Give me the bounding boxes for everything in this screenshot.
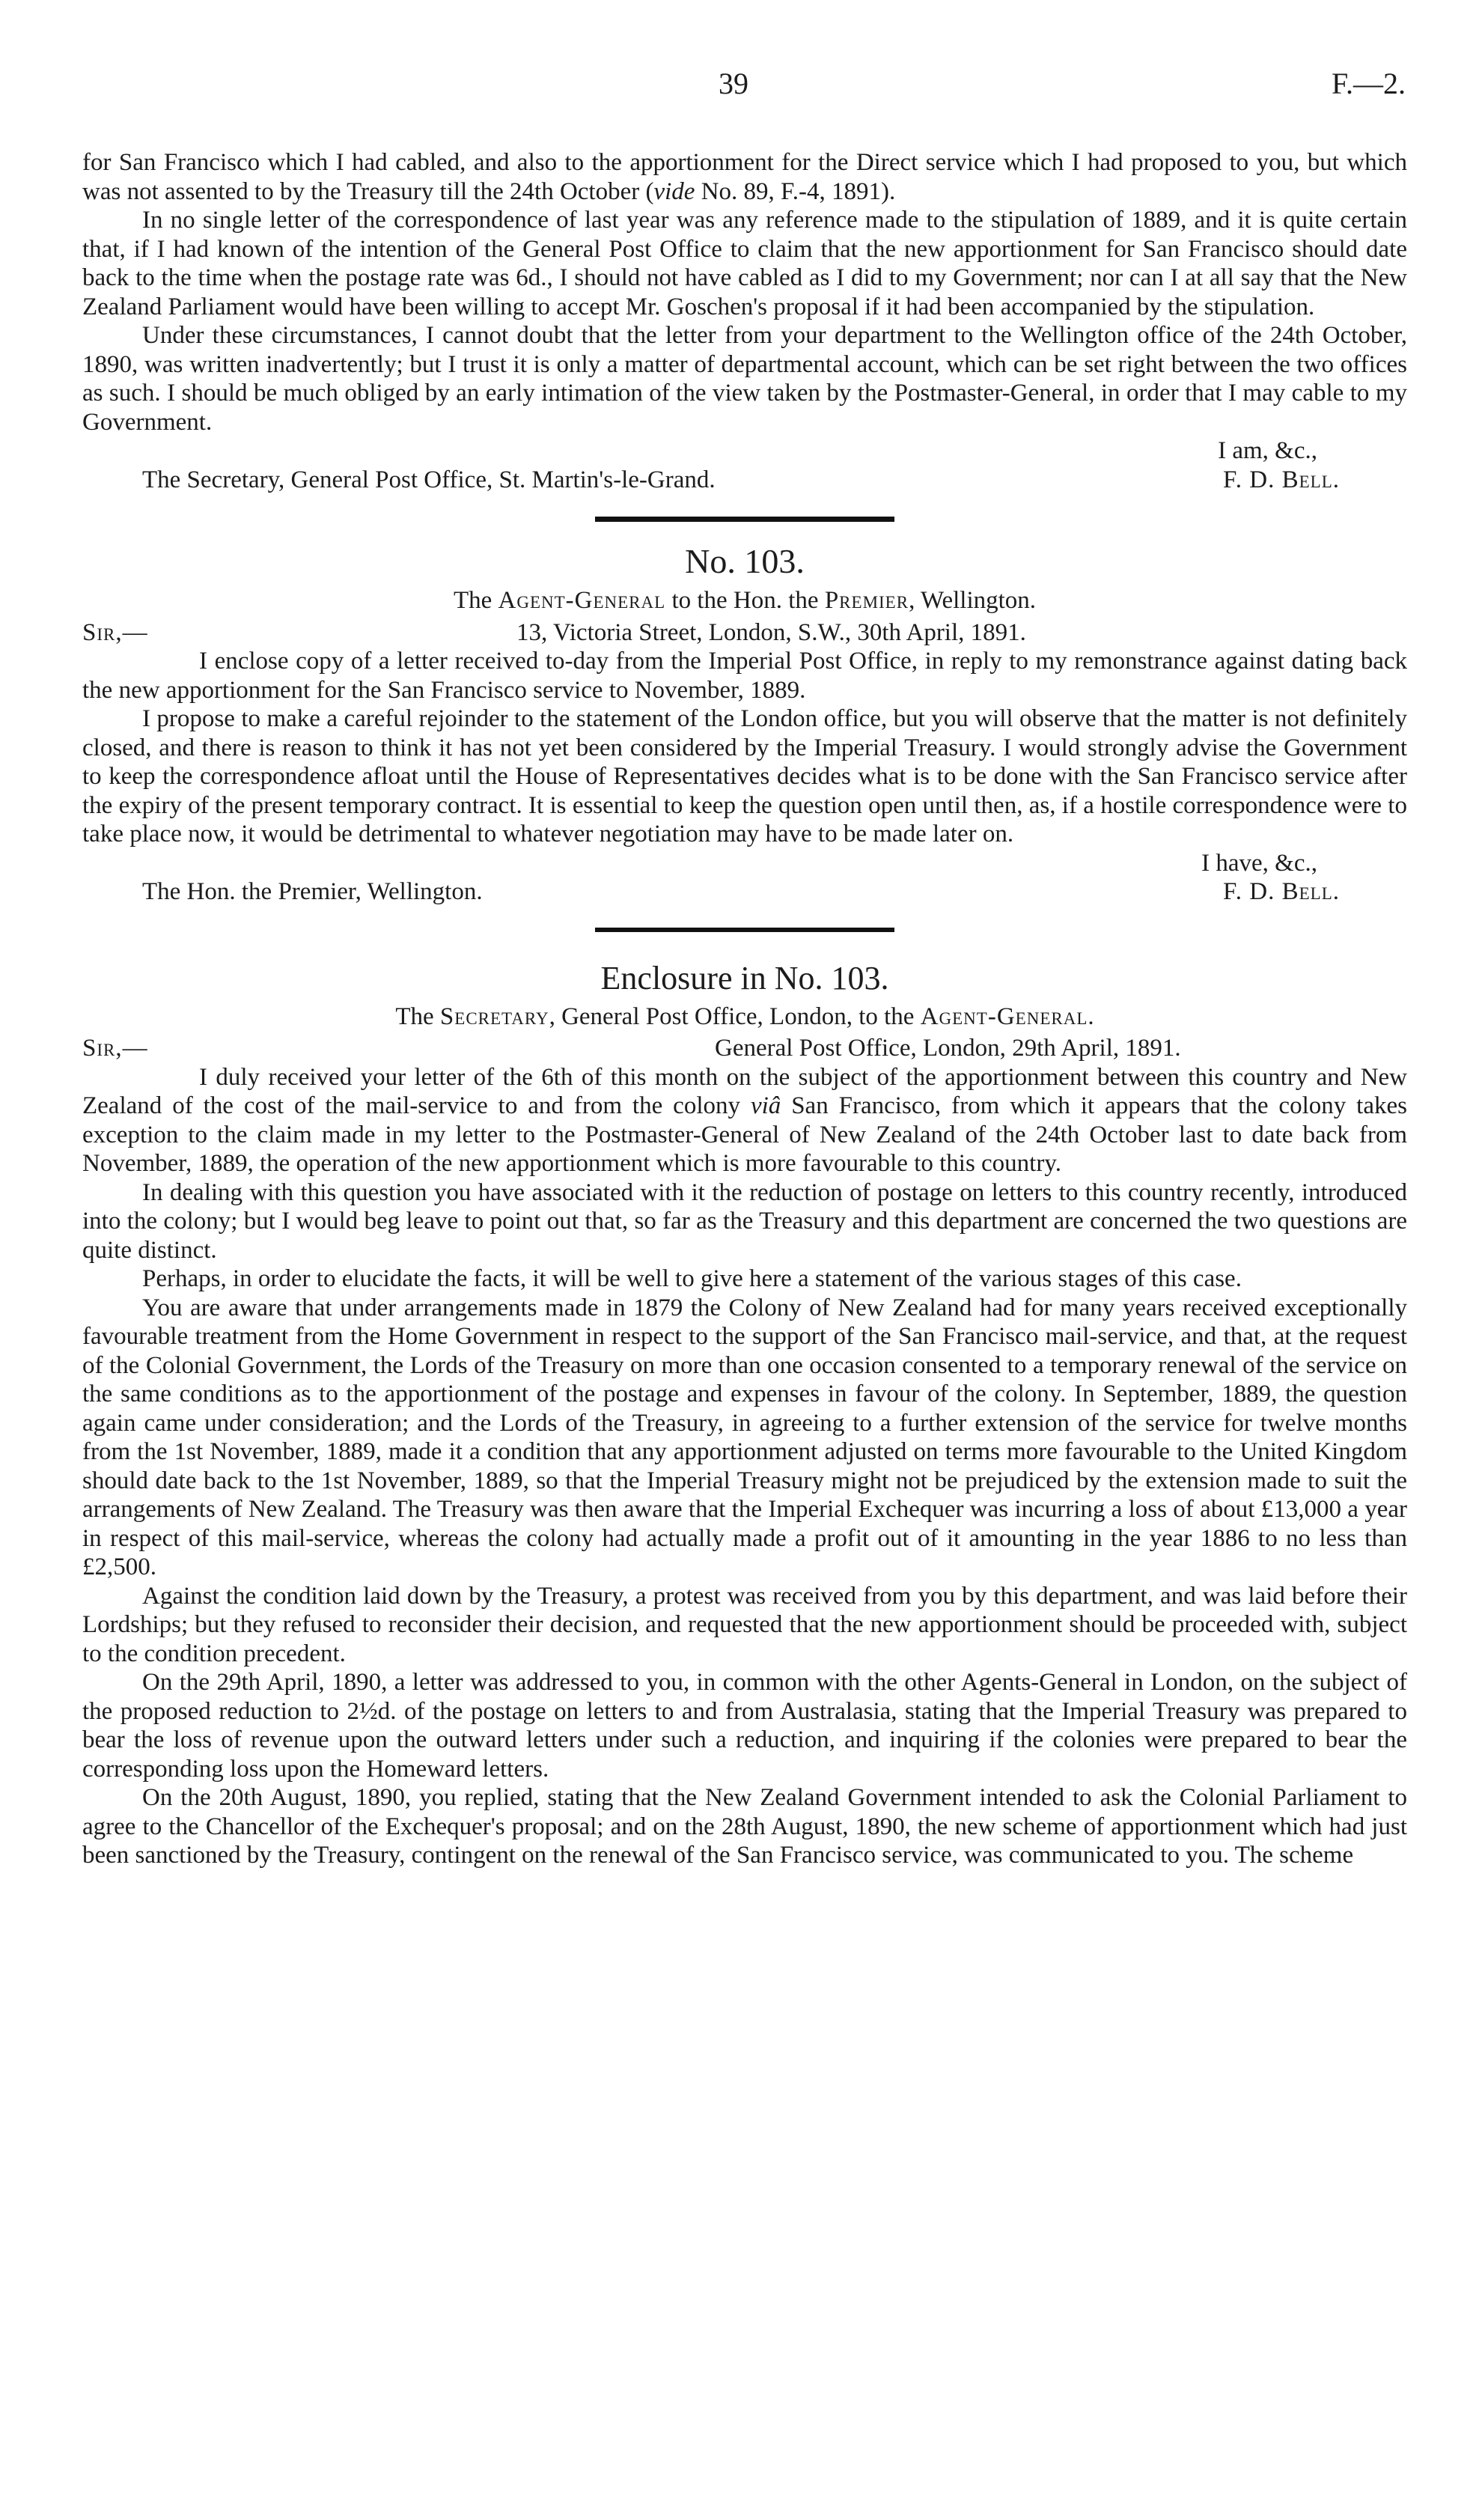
- enclosure-subheading: The Secretary, General Post Office, London, to the Agent-General.: [395, 1002, 1094, 1030]
- closing-line: [82, 849, 1407, 878]
- signature-line: [82, 877, 1407, 907]
- section-divider: [595, 517, 894, 522]
- enclosure-title: Enclosure in No. 103.: [600, 959, 889, 996]
- letter-subheading: The Agent-General to the Hon. the Premier, Wellington.: [453, 587, 1037, 614]
- page-header: [0, 66, 1476, 111]
- closing-line: [82, 436, 1407, 466]
- salutation-line: [82, 618, 1407, 648]
- paragraph: I duly received your letter of the 6th of this month on the subject of the apportionment between this country and New Zealand of the cost of the mail-service to and from the colony viâ San Francisco, from which it appears that the colony takes exception to the claim made in my letter to the Postmaster-General of New Zealand of the 24th October last to date back from November, 1889, the operation of the new apportionment which is more favourable to this country.: [82, 1063, 1407, 1177]
- salutation: Sir,—: [82, 618, 148, 646]
- paragraph: I propose to make a careful rejoinder to the statement of the London office, but you will observe that the matter is not definitely closed, and there is reason to think it has not yet been considered by the Imperial Treasury. I would strongly advise the Government to keep the correspondence afloat until the House of Representatives decides what is to be done with the San Francisco service after the expiry of the present temporary contract. It is essential to keep the question open until then, as, if a hostile correspondence were to take place now, it would be detrimental to whatever negotiation may have to be made later on.: [82, 705, 1407, 847]
- signature: F. D. Bell.: [1223, 878, 1340, 905]
- sender-address: 13, Victoria Street, London, S.W., 30th April, 1891.: [516, 618, 1026, 646]
- section-divider: [595, 928, 894, 932]
- letter-title: No. 103.: [685, 542, 805, 580]
- closing: I have, &c.,: [1201, 849, 1317, 877]
- paragraph: Perhaps, in order to elucidate the facts, it will be well to give here a statement of the various stages of this case.: [142, 1265, 1242, 1292]
- paragraph: On the 29th April, 1890, a letter was addressed to you, in common with the other Agents-General in London, on the subject of the proposed reduction to 2½d. of the postage on letters to and from Australasia, stating that the Imperial Treasury was prepared to bear the loss of revenue upon the outward letters under such a reduction, and inquiring if the colonies were prepared to bear the corresponding loss upon the Homeward letters.: [82, 1669, 1407, 1783]
- paragraph: You are aware that under arrangements made in 1879 the Colony of New Zealand had for many years received exceptionally favourable treatment from the Home Government in respect to the support of the San Francisco mail-service, and that, at the request of the Colonial Government, the Lords of the Treasury on more than one occasion consented to a temporary renewal of the service on the same conditions as to the apportionment of the postage and expenses in favour of the colony. In September, 1889, the question again came under consideration; and the Lords of the Treasury, in agreeing to a further extension of the service for twelve months from the 1st November, 1889, made it a condition that any apportionment adjusted on terms more favourable to the United Kingdom should date back to the 1st November, 1889, so that the Imperial Treasury might not be prejudiced by the extension made to suit the arrangements of New Zealand. The Treasury was then aware that the Imperial Exchequer was incurring a loss of about £13,000 a year in respect of this mail-service, whereas the colony had actually made a profit out of it amounting in the year 1886 to no less than £2,500.: [82, 1294, 1407, 1580]
- signature: F. D. Bell.: [1223, 466, 1340, 493]
- salutation-line: [82, 1034, 1407, 1063]
- closing: I am, &c.,: [1218, 437, 1317, 464]
- page-number: 39: [719, 67, 748, 100]
- paragraph: Against the condition laid down by the Treasury, a protest was received from you by this department, and was laid before their Lordships; but they refused to reconsider their decision, and requested that the new apportionment should be proceeded with, subject to the condition precedent.: [82, 1582, 1407, 1667]
- sender-address: General Post Office, London, 29th April, 1891.: [715, 1035, 1181, 1062]
- paragraph: In dealing with this question you have associated with it the reduction of postage on letters to this country recently, introduced into the colony; but I would beg leave to point out that, so far as the Treasury and this department are concerned the two questions are quite distinct.: [82, 1178, 1407, 1264]
- paragraph: Under these circumstances, I cannot doubt that the letter from your department to the Wellington office of the 24th October, 1890, was written inadvertently; but I trust it is only a matter of departmental account, which can be set right between the two offices as such. I should be much obliged by an early intimation of the view taken by the Postmaster-General, in order that I may cable to my Government.: [82, 322, 1407, 436]
- paragraph: In no single letter of the correspondence of last year was any reference made to the stipulation of 1889, and it is quite certain that, if I had known of the intention of the General Post Office to claim that the new apportionment for San Francisco should date back to the time when the postage rate was 6d., I should not have cabled as I did to my Government; nor can I at all say that the New Zealand Parliament would have been willing to accept Mr. Goschen's proposal if it had been accompanied by the stipulation.: [82, 207, 1407, 320]
- signature-line: [82, 466, 1407, 495]
- document-reference: F.—2.: [1331, 67, 1406, 100]
- addressee: The Hon. the Premier, Wellington.: [142, 878, 483, 905]
- salutation: Sir,—: [82, 1035, 148, 1062]
- addressee: The Secretary, General Post Office, St. Martin's-le-Grand.: [142, 466, 716, 493]
- paragraph: for San Francisco which I had cabled, and also to the apportionment for the Direct service which I had proposed to you, but which was not assented to by the Treasury till the 24th October (vide No. 89, F.-4, 1891).: [82, 149, 1407, 205]
- paragraph: I enclose copy of a letter received to-day from the Imperial Post Office, in reply to my remonstrance against dating back the new apportionment for the San Francisco service to November, 1889.: [82, 648, 1407, 704]
- document-body: [82, 148, 1407, 1870]
- paragraph: On the 20th August, 1890, you replied, stating that the New Zealand Government intended to ask the Colonial Parliament to agree to the Chancellor of the Exchequer's proposal; and on the 28th August, 1890, the new scheme of apportionment which had just been sanctioned by the Treasury, contingent on the renewal of the San Francisco service, was communicated to you. The scheme: [82, 1784, 1407, 1869]
